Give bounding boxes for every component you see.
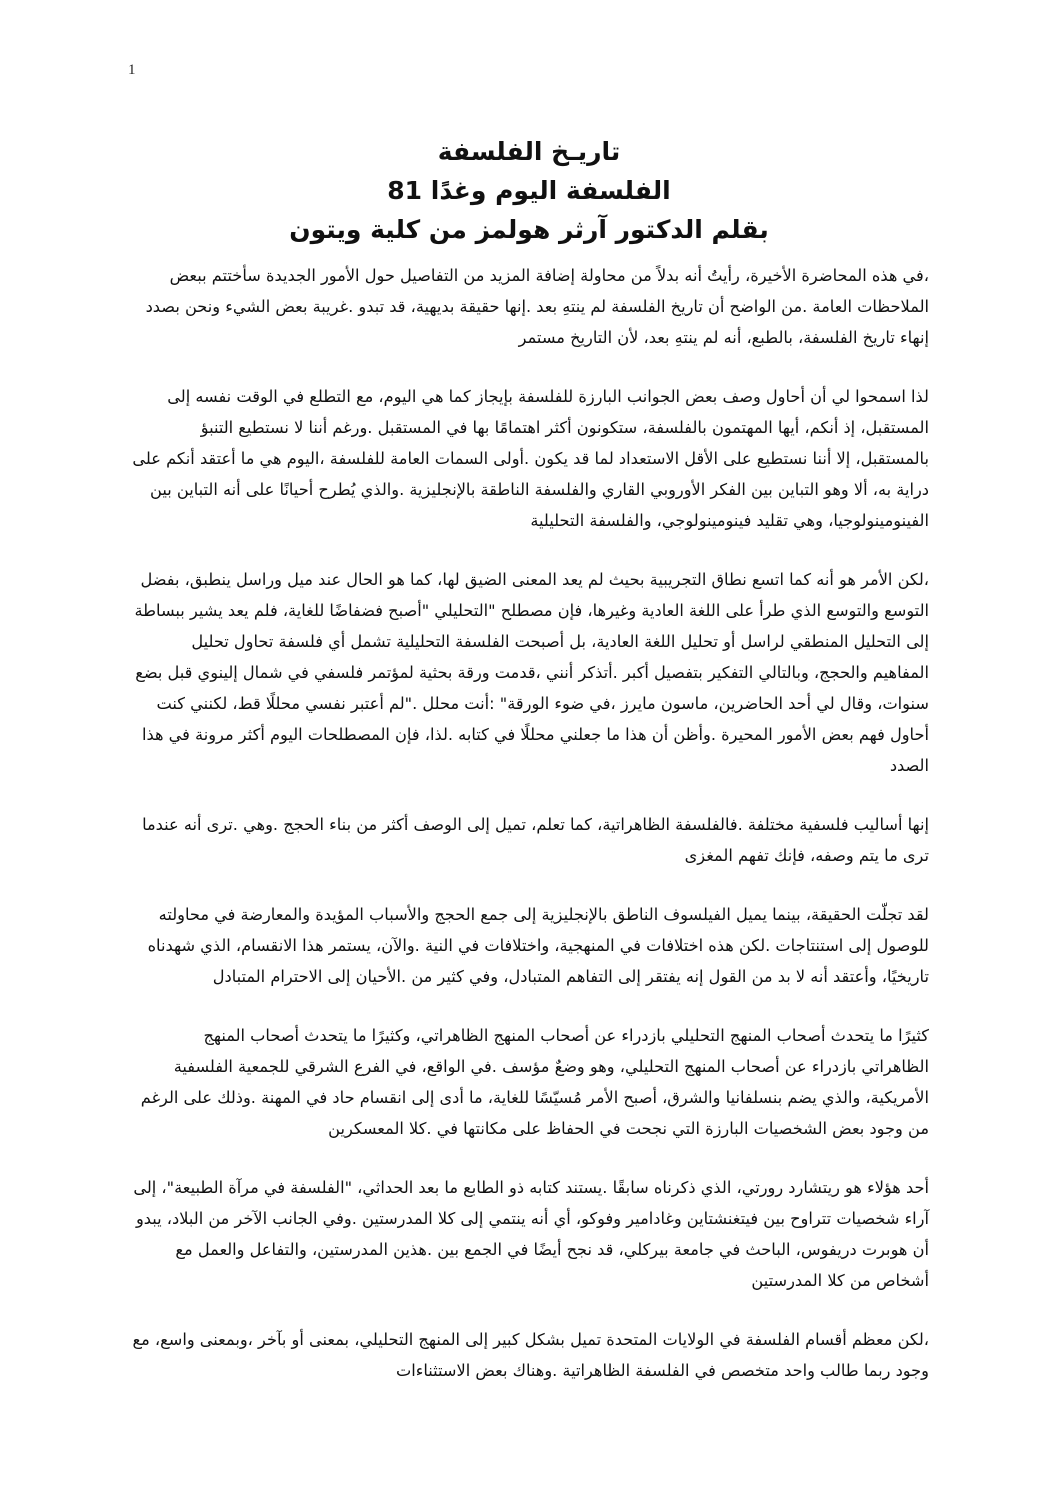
- paragraph: ،لكن معظم أقسام الفلسفة في الولايات المتحدة تميل بشكل كبير إلى المنهج التحليلي، بمعنى أو بآخر ،وبمعنى واسع، مع وجود ربما طالب واحد متخصص في الفلسفة الظاهراتية .وهناك بعض الاستثناءات: [132, 1330, 929, 1380]
- paragraph: لذا اسمحوا لي أن أحاول وصف بعض الجوانب البارزة للفلسفة بإيجاز كما هي اليوم، مع التطلع في الوقت نفسه إلى المستقبل، إذ أنكم، أيها المهتمون بالفلسفة، ستكونون أكثر اهتمامًا بها في المستقبل .ورغم أننا لا نستطيع التنبؤ بالمستقبل، إلا أننا نستطيع على الأقل الاستعداد لما قد يكون .أولى السمات العامة للفلسفة ،اليوم هي ما أعتقد أنكم على دراية به، ألا وهو التباين بين الفكر الأوروبي القاري والفلسفة الناطقة بالإنجليزية .والذي يُطرح أحيانًا على أنه التباين بين الفينومينولوجيا، وهي تقليد فينومينولوجي، والفلسفة التحليلية: [132, 387, 929, 530]
- paragraph: ،لكن الأمر هو أنه كما اتسع نطاق التجريبية بحيث لم يعد المعنى الضيق لها، كما هو الحال عند ميل وراسل ينطبق، بفضل التوسع والتوسع الذي طرأ على اللغة العادية وغيرها، فإن مصطلح "التحليلي "أصبح فضفاضًا للغاية، فلم يعد يشير ببساطة إلى التحليل المنطقي لراسل أو تحليل اللغة العادية، بل أصبحت الفلسفة التحليلية تشمل أي فلسفة تحاول تحليل المفاهيم والحجج، وبالتالي التفكير بتفصيل أكبر .أتذكر أنني ،قدمت ورقة بحثية لمؤتمر فلسفي في شمال إلينوي قبل بضع سنوات، وقال لي أحد الحاضرين، ماسون مايرز ،في ضوء الورقة" :أنت محلل ."لم أعتبر نفسي محللًا قط، لكنني كنت أحاول فهم بعض الأمور المحيرة .وأظن أن هذا ما جعلني محللًا في كتابه .لذا، فإن المصطلحات اليوم أكثر مرونة في هذا الصدد: [134, 570, 929, 775]
- paragraph: كثيرًا ما يتحدث أصحاب المنهج التحليلي بازدراء عن أصحاب المنهج الظاهراتي، وكثيرًا ما يتحدث أصحاب المنهج الظاهراتي بازدراء عن أصحاب المنهج التحليلي، وهو وضعٌ مؤسف .في الواقع، في الفرع الشرقي للجمعية الفلسفية الأمريكية، والذي يضم بنسلفانيا والشرق، أصبح الأمر مُسيّسًا للغاية، ما أدى إلى انقسام حاد في المهنة .وذلك على الرغم من وجود بعض الشخصيات البارزة التي نجحت في الحفاظ على مكانتها في .كلا المعسكرين: [140, 1026, 929, 1138]
- document-title: [0, 132, 1058, 249]
- document-body: [132, 260, 929, 1414]
- page-number: 1: [128, 62, 136, 78]
- paragraph: أحد هؤلاء هو ريتشارد رورتي، الذي ذكرناه سابقًا .يستند كتابه ذو الطابع ما بعد الحداثي، "الفلسفة في مرآة الطبيعة"، إلى آراء شخصيات تتراوح بين فيتغنشتاين وغادامير وفوكو، أي أنه ينتمي إلى كلا المدرستين .وفي الجانب الآخر من البلاد، يبدو أن هوبرت دريفوس، الباحث في جامعة بيركلي، قد نجح أيضًا في الجمع بين .هذين المدرستين، والتفاعل والعمل مع أشخاص من كلا المدرستين: [133, 1178, 929, 1290]
- paragraph: إنها أساليب فلسفية مختلفة .فالفلسفة الظاهراتية، كما تعلم، تميل إلى الوصف أكثر من بناء الحجج .وهي .ترى أنه عندما ترى ما يتم وصفه، فإنك تفهم المغزى: [142, 815, 929, 865]
- paragraph: لقد تجلّت الحقيقة، بينما يميل الفيلسوف الناطق بالإنجليزية إلى جمع الحجج والأسباب المؤيدة والمعارضة في محاولته للوصول إلى استنتاجات .لكن هذه اختلافات في المنهجية، واختلافات في النية .والآن، يستمر هذا الانقسام، الذي شهدناه تاريخيًا، وأعتقد أنه لا بد من القول إنه يفتقر إلى التفاهم المتبادل، وفي كثير من .الأحيان إلى الاحترام المتبادل: [147, 905, 929, 986]
- title-line-2: الفلسفة اليوم وغدًا 81: [387, 176, 671, 205]
- title-line-1: تاريـخ الفلسفة: [437, 137, 621, 166]
- title-line-3-author: بقلم الدكتور آرثر هولمز من كلية ويتون: [289, 215, 769, 244]
- paragraph: ،في هذه المحاضرة الأخيرة، رأيتُ أنه بدلاً من محاولة إضافة المزيد من التفاصيل حول الأمور الجديدة سأختتم ببعض الملاحظات العامة .من الواضح أن تاريخ الفلسفة لم ينتهِ بعد .إنها حقيقة بديهية، قد تبدو .غريبة بعض الشيء ونحن بصدد إنهاء تاريخ الفلسفة، بالطبع، أنه لم ينتهِ بعد، لأن التاريخ مستمر: [145, 266, 929, 347]
